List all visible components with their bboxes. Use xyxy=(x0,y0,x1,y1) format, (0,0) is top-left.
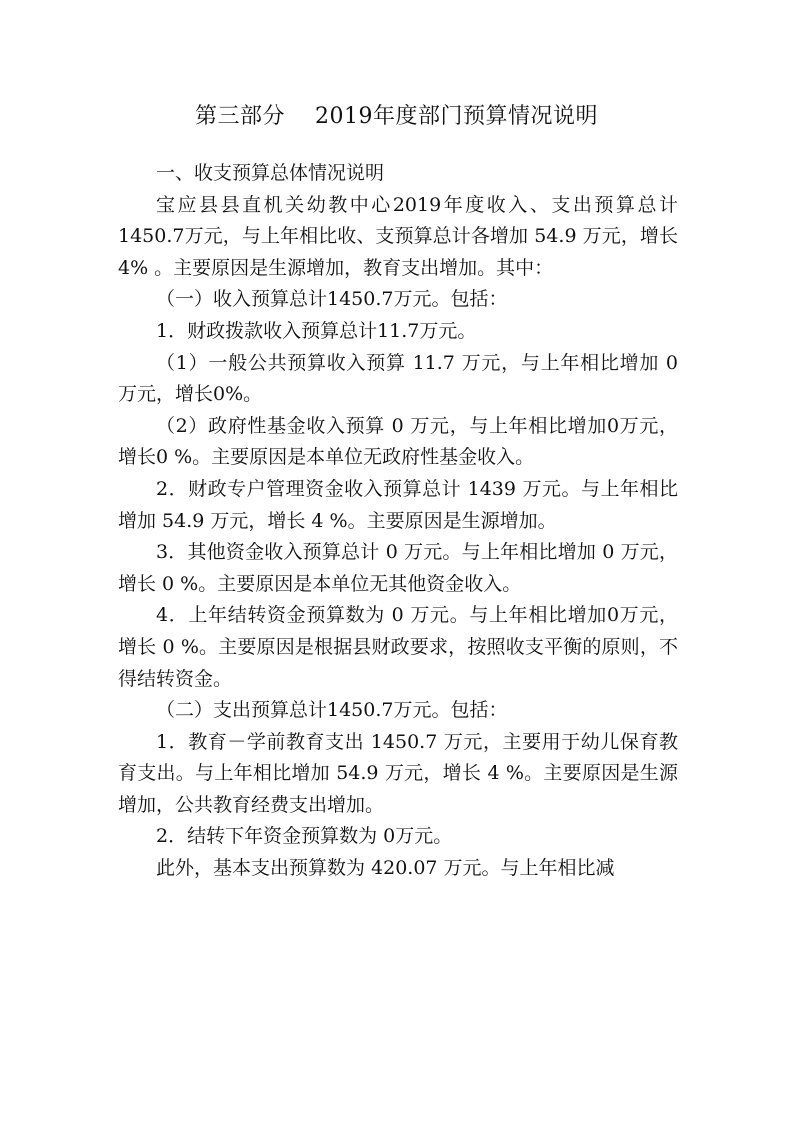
paragraph-preschool-education: 1．教育－学前教育支出 1450.7 万元，主要用于幼儿保育教育支出。与上年相比增加 54.9 万元，增长 4 %。主要原因是生源增加，公共教育经费支出增加。 xyxy=(118,730,678,816)
paragraph-other-funds: 3．其他资金收入预算总计 0 万元。与上年相比增加 0 万元，增长 0 %。主要原因是本单位无其他资金收入。 xyxy=(118,541,678,595)
section-heading-overview: 一、收支预算总体情况说明 xyxy=(156,162,385,184)
paragraph-next-year-carryover: 2．结转下年资金预算数为 0万元。 xyxy=(156,825,453,848)
page-title: 第三部分 2019年度部门预算情况说明 xyxy=(195,104,598,129)
subsection-heading-income: （一）收入预算总计1450.7万元。包括： xyxy=(156,288,508,311)
paragraph-fiscal-appropriation: 1．财政拨款收入预算总计11.7万元。 xyxy=(156,319,477,342)
paragraph-special-account: 2．财政专户管理资金收入预算总计 1439 万元。与上年相比增加 54.9 万元，增长 4 %。主要原因是生源增加。 xyxy=(118,477,678,532)
paragraph-carryover-funds: 4．上年结转资金预算数为 0 万元。与上年相比增加0万元，增长 0 %。主要原因是根据县财政要求，按照收支平衡的原则，不得结转资金。 xyxy=(118,604,678,690)
paragraph-government-fund: （2）政府性基金收入预算 0 万元，与上年相比增加0万元，增长0 %。主要原因是本单位无政府性基金收入。 xyxy=(118,414,678,469)
document-body xyxy=(118,158,678,885)
paragraph-basic-expenditure: 此外，基本支出预算数为 420.07 万元。与上年相比减 xyxy=(156,857,615,880)
subsection-heading-expenditure: （二）支出预算总计1450.7万元。包括： xyxy=(156,699,508,722)
paragraph-general-public-budget: （1）一般公共预算收入预算 11.7 万元，与上年相比增加 0 万元，增长0%。 xyxy=(118,351,678,406)
paragraph-summary: 宝应县县直机关幼教中心2019年度收入、支出预算总计1450.7万元，与上年相比收、支预算总计各增加 54.9 万元，增长 4% 。主要原因是生源增加，教育支出增加。其中： xyxy=(118,193,678,279)
